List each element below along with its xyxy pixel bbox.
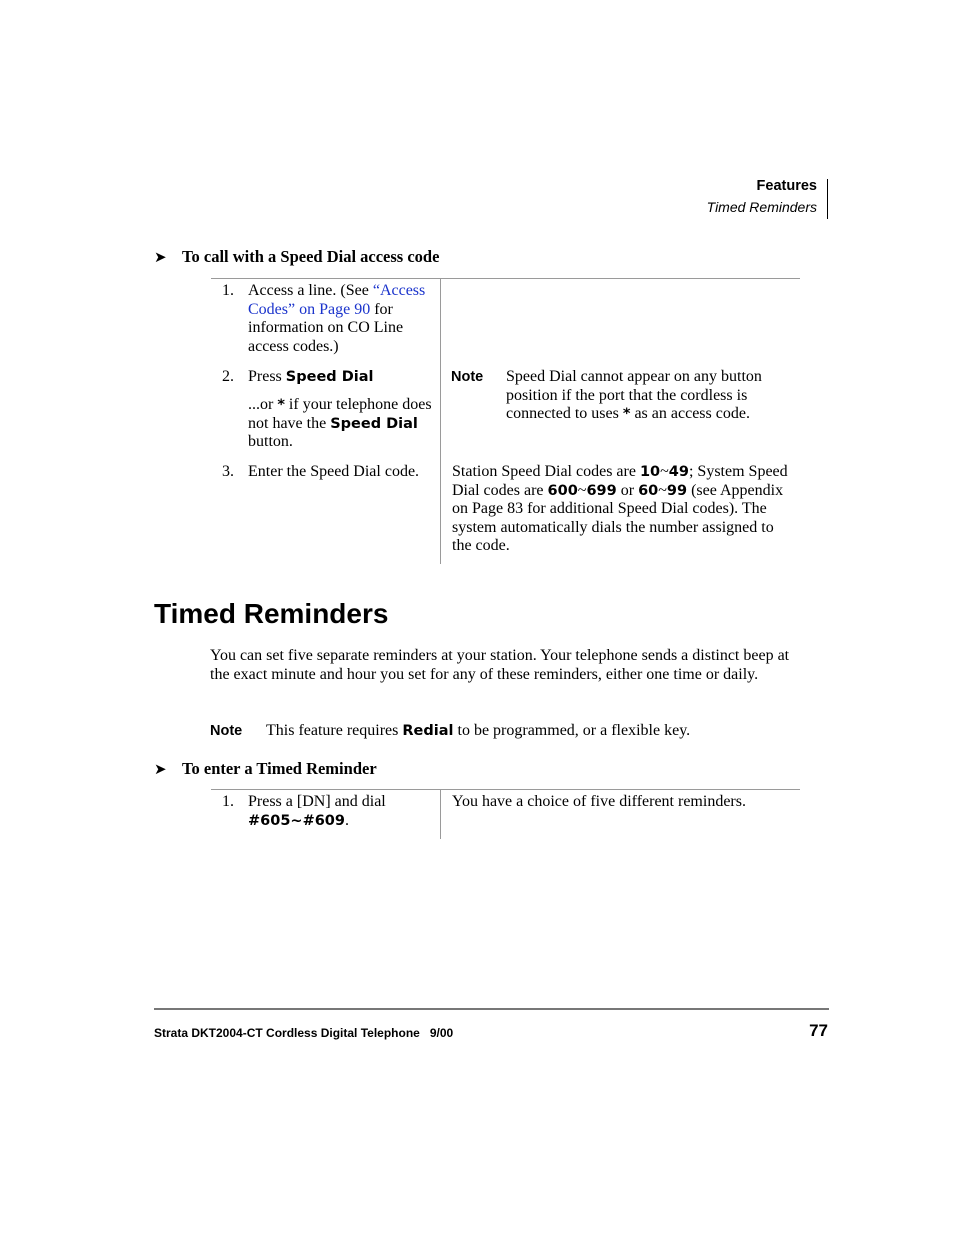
table-column-rule <box>440 279 441 564</box>
step-1-text: Access a line. (See “Access Codes” on Page 90 for information on CO Line access codes.) <box>248 282 426 355</box>
proc-heading-text: To enter a Timed Reminder <box>182 759 377 778</box>
step-2-alt-text: ...or * if your telephone does not have the Speed Dial button. <box>248 396 432 450</box>
timed-reminder-proc-heading <box>154 759 377 779</box>
step-number: 1. <box>222 793 234 810</box>
step-3-text: Enter the Speed Dial code. <box>248 463 420 480</box>
note-text: Speed Dial cannot appear on any button position if the port that the cordless is connected to uses * as an access code. <box>506 368 762 422</box>
arrow-icon: ➤ <box>154 248 167 266</box>
step-number: 1. <box>222 282 234 299</box>
footer-rule <box>154 1008 829 1010</box>
table-top-rule <box>211 789 800 790</box>
proc-heading-text: To call with a Speed Dial access code <box>182 247 440 266</box>
timed-step-text: Press a [DN] and dial #605~#609. <box>248 793 386 829</box>
section-title: Timed Reminders <box>154 598 389 629</box>
table-column-rule <box>440 790 441 839</box>
step-2-text: Press Speed Dial <box>248 368 374 385</box>
running-header <box>707 178 817 219</box>
step-number: 2. <box>222 368 234 385</box>
reminder-codes-key: #605~#609 <box>248 812 345 829</box>
redial-key: Redial <box>402 723 454 739</box>
table-top-rule <box>211 278 800 279</box>
footer-text: Strata DKT2004-CT Cordless Digital Telephone 9/00 <box>154 1026 454 1040</box>
star-key: * <box>277 397 285 413</box>
speed-dial-proc-heading <box>154 247 439 267</box>
access-codes-link[interactable]: “Access Codes” on Page 90 <box>248 282 426 318</box>
header-chapter: Features <box>756 178 817 194</box>
timed-step-description: You have a choice of five different reminders. <box>452 793 746 810</box>
page-number: 77 <box>809 1021 828 1040</box>
intro-paragraph: You can set five separate reminders at your station. Your telephone sends a distinct beep at the exact minute and hour you set for any of these reminders, either one time or daily. <box>210 647 790 683</box>
note-text: This feature requires Redial to be programmed, or a flexible key. <box>266 722 691 739</box>
step-3-description: Station Speed Dial codes are 10~49; System Speed Dial codes are 600~699 or 60~99 (see Appendix on Page 83 for additional Speed Dial codes). The system automatically dials the number assigned to the code. <box>452 463 788 554</box>
speed-dial-key: Speed Dial <box>330 415 418 432</box>
step-number: 3. <box>222 463 234 480</box>
star-key: * <box>622 406 631 422</box>
note-label: Note <box>210 723 243 739</box>
arrow-icon: ➤ <box>154 760 167 778</box>
speed-dial-key: Speed Dial <box>285 369 374 385</box>
header-section: Timed Reminders <box>706 199 817 215</box>
note-label: Note <box>451 369 484 385</box>
header-rule <box>827 179 828 219</box>
